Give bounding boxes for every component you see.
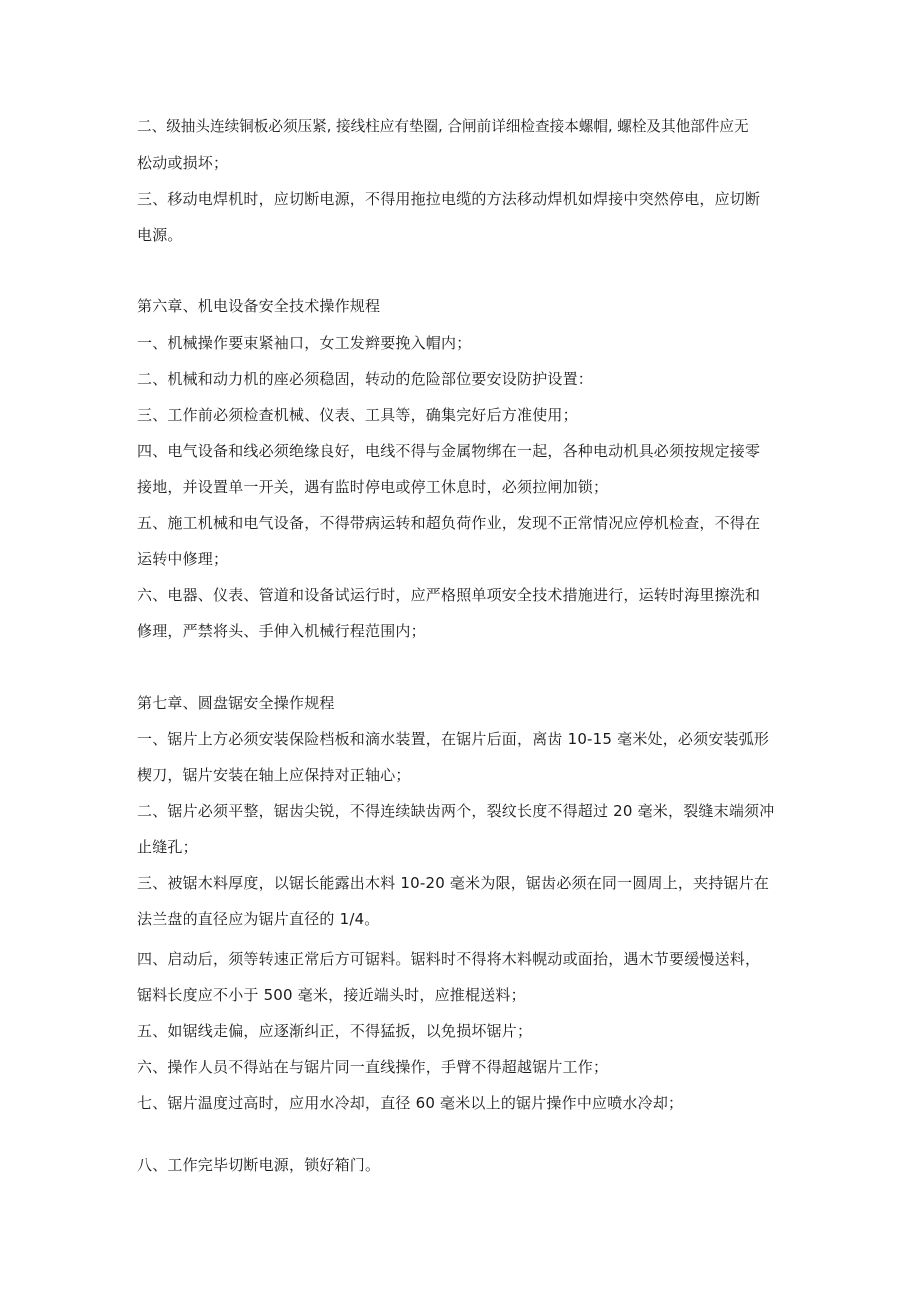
text-line: 三、工作前必须检查机械、仪表、工具等，确集完好后方准使用；: [137, 406, 578, 424]
chapter-heading: 第六章、机电设备安全技术操作规程: [137, 297, 381, 315]
text-line: 锯料长度应不小于 500 毫米，接近端头时，应推棍送料；: [137, 986, 526, 1004]
text-line: 法兰盘的直径应为锯片直径的 1/4。: [137, 910, 380, 928]
text-line: 八、工作完毕切断电源，锁好箱门。: [137, 1156, 381, 1174]
text-line: 七、锯片温度过高时，应用水冷却，直径 60 毫米以上的锯片操作中应喷水冷却；: [137, 1094, 684, 1112]
text-line: 楔刀，锯片安装在轴上应保持对正轴心；: [137, 766, 411, 784]
text-line: 一、锯片上方必须安装保险档板和滴水装置，在锯片后面，离齿 10-15 毫米处，必须安装弧形: [137, 730, 770, 748]
text-line: 四、启动后，须等转速正常后方可锯料。锯料时不得将木料幌动或面抬，遇木节要缓慢送料，: [137, 950, 761, 968]
text-line: 止缝孔；: [137, 838, 198, 856]
text-line: 三、移动电焊机时，应切断电源，不得用拖拉电缆的方法移动焊机如焊接中突然停电，应切断: [137, 190, 761, 208]
text-line: 二、机械和动力机的座必须稳固，转动的危险部位要安设防护设置：: [137, 370, 594, 388]
text-line: 电源。: [137, 226, 183, 244]
text-line: 运转中修理；: [137, 550, 229, 568]
text-line: 一、机械操作要束紧袖口，女工发辫要挽入帽内；: [137, 334, 472, 352]
text-line: 三、被锯木料厚度，以锯长能露出木料 10-20 毫米为限，锯齿必须在同一圆周上，夹持锯片在: [137, 874, 770, 892]
text-line: 五、施工机械和电气设备，不得带病运转和超负荷作业，发现不正常情况应停机检查，不得在: [137, 514, 761, 532]
text-line: 松动或损坏；: [137, 154, 229, 172]
text-line: 四、电气设备和线必须绝缘良好，电线不得与金属物绑在一起，各种电动机具必须按规定接零: [137, 442, 761, 460]
text-line: 二、级抽头连续铜板必须压紧, 接线柱应有垫圈, 合闸前详细检查接本螺帽, 螺栓及其他部件应无: [137, 118, 749, 135]
text-line: 五、如锯线走偏，应逐渐纠正，不得猛扳，以免损坏锯片；: [137, 1022, 533, 1040]
text-line: 六、电器、仪表、管道和设备试运行时，应严格照单项安全技术措施进行，运转时海里擦洗和: [137, 586, 761, 604]
chapter-heading: 第七章、圆盘锯安全操作规程: [137, 694, 335, 712]
text-line: 二、锯片必须平整，锯齿尖锐，不得连续缺齿两个，裂纹长度不得超过 20 毫米，裂缝末端须冲: [137, 802, 775, 820]
text-line: 接地，并设置单一开关，遇有监时停电或停工休息时，必须拉闸加锁；: [137, 478, 609, 496]
text-line: 六、操作人员不得站在与锯片同一直线操作，手臂不得超越锯片工作；: [137, 1058, 609, 1076]
text-line: 修理，严禁将头、手伸入机械行程范围内；: [137, 622, 426, 640]
